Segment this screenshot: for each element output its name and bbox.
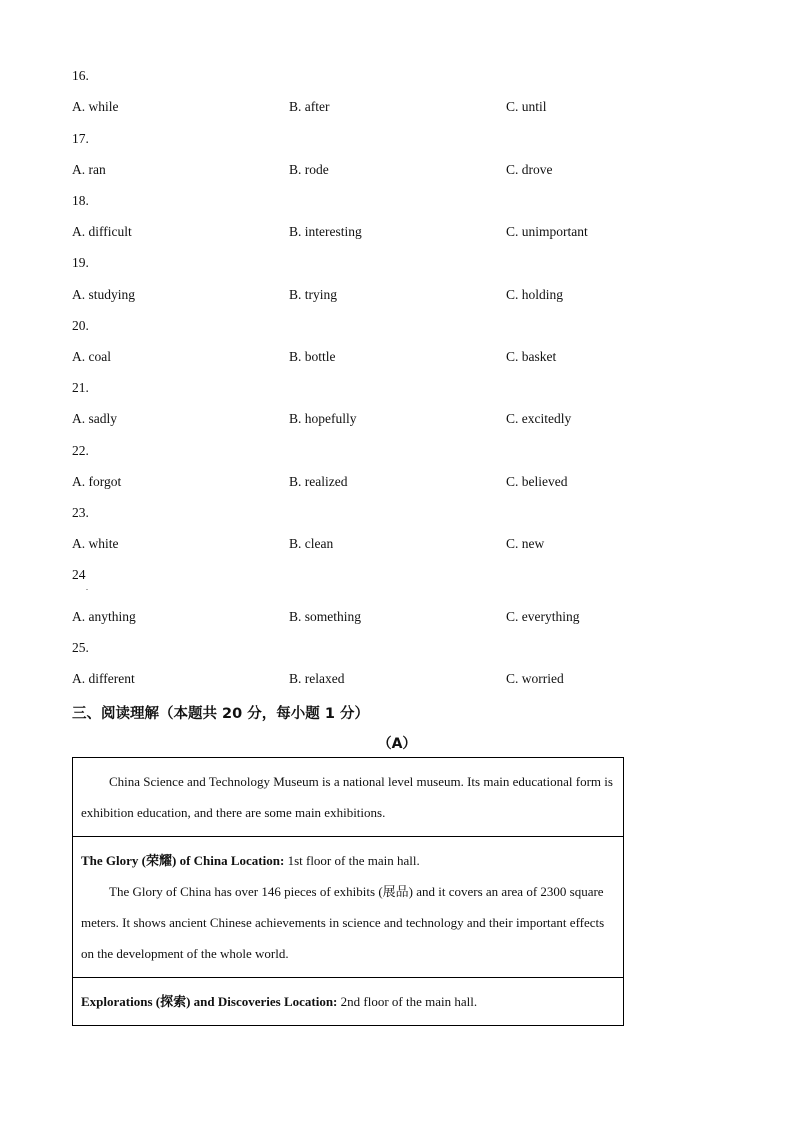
- option-b: B. bottle: [289, 349, 336, 364]
- option-b: B. trying: [289, 287, 338, 302]
- option-c: C. drove: [506, 162, 553, 177]
- question-number: 22.: [72, 443, 89, 458]
- option-b: B. interesting: [289, 224, 362, 239]
- option-a: A. sadly: [72, 411, 117, 426]
- question-number: 20.: [72, 318, 89, 333]
- option-a: A. different: [72, 671, 135, 686]
- option-b: B. realized: [289, 474, 348, 489]
- option-a: A. while: [72, 99, 119, 114]
- option-c: C. worried: [506, 671, 564, 686]
- option-a: A. coal: [72, 349, 111, 364]
- question-number: 21.: [72, 380, 89, 395]
- option-a: A. forgot: [72, 474, 122, 489]
- question-number: 24: [72, 567, 86, 582]
- intro-text: China Science and Technology Museum is a national level museum. Its main educational form is exhibition education, and there are some main exhibitions.: [81, 774, 613, 820]
- glory-title: The Glory (荣耀) of China Location:: [81, 853, 285, 868]
- section-heading: 三、阅读理解（本题共 20 分，每小题 1 分）: [72, 706, 369, 722]
- table-row-glory: [73, 837, 623, 978]
- question-number-dot: .: [86, 583, 88, 592]
- museum-info-table: [72, 757, 624, 1026]
- option-b: B. something: [289, 609, 362, 624]
- option-b: B. relaxed: [289, 671, 345, 686]
- option-a: A. difficult: [72, 224, 132, 239]
- explorations-heading-line: [81, 986, 615, 1017]
- option-a: A. anything: [72, 609, 136, 624]
- option-b: B. hopefully: [289, 411, 357, 426]
- explorations-location: 2nd floor of the main hall.: [337, 994, 478, 1009]
- table-row-explorations: [73, 978, 623, 1025]
- question-number: 17.: [72, 131, 89, 146]
- passage-label: （A）: [377, 736, 417, 752]
- explorations-title: Explorations (探索) and Discoveries Location:: [81, 994, 338, 1009]
- option-a: A. white: [72, 536, 119, 551]
- option-c: C. everything: [506, 609, 580, 624]
- option-c: C. believed: [506, 474, 568, 489]
- glory-location: 1st floor of the main hall.: [284, 853, 420, 868]
- question-number: 19.: [72, 255, 89, 270]
- table-row-intro: [73, 758, 623, 837]
- option-c: C. excitedly: [506, 411, 572, 426]
- question-number: 16.: [72, 68, 89, 83]
- option-c: C. basket: [506, 349, 557, 364]
- option-c: C. holding: [506, 287, 564, 302]
- option-a: A. ran: [72, 162, 106, 177]
- question-number: 23.: [72, 505, 89, 520]
- option-c: C. new: [506, 536, 545, 551]
- glory-description: The Glory of China has over 146 pieces of exhibits (展品) and it covers an area of 2300 square meters. It shows ancient Chinese achievements in science and technology and their important effects on the development of the whole world.: [81, 884, 605, 961]
- option-b: B. clean: [289, 536, 334, 551]
- option-b: B. rode: [289, 162, 329, 177]
- question-number: 25.: [72, 640, 89, 655]
- option-c: C. until: [506, 99, 547, 114]
- glory-heading-line: [81, 845, 615, 876]
- option-b: B. after: [289, 99, 330, 114]
- option-c: C. unimportant: [506, 224, 588, 239]
- option-a: A. studying: [72, 287, 136, 302]
- question-number: 18.: [72, 193, 89, 208]
